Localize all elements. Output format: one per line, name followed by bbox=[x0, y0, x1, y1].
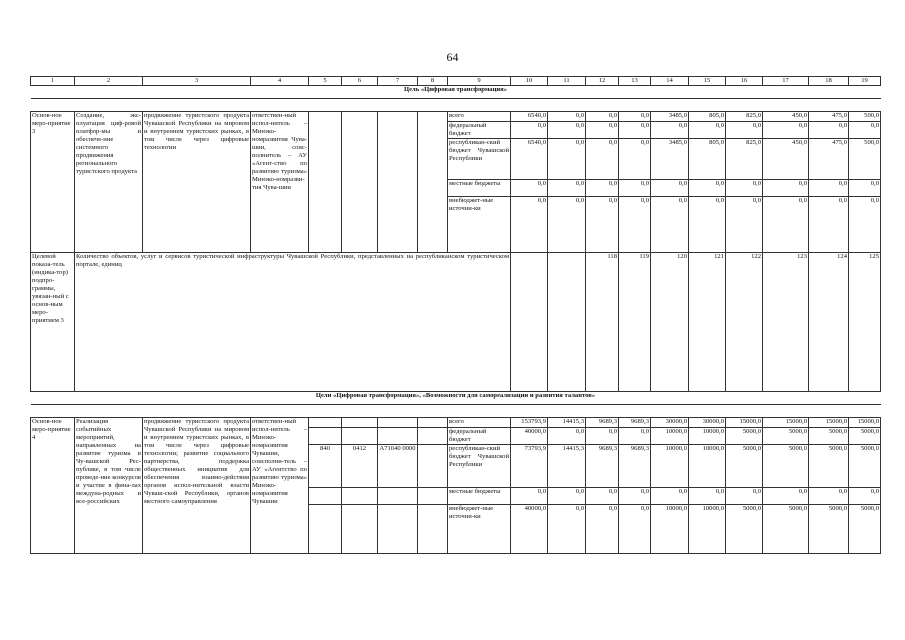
funding-amount: 153793,9 bbox=[511, 418, 548, 428]
funding-amount: 10000,0 bbox=[689, 428, 726, 445]
funding-amount: 0,0 bbox=[689, 197, 726, 253]
code-cell-vr bbox=[418, 112, 448, 253]
funding-amount: 0,0 bbox=[586, 505, 619, 554]
funding-amount: 450,0 bbox=[763, 139, 809, 180]
funding-amount: 0,0 bbox=[548, 122, 586, 139]
funding-amount: 0,0 bbox=[651, 180, 689, 197]
funding-amount: 5000,0 bbox=[726, 428, 763, 445]
funding-amount: 0,0 bbox=[548, 112, 586, 122]
funding-amount: 0,0 bbox=[511, 122, 548, 139]
activity-goal: продвижение туристского продукта Чувашской Республики на мировом и внутреннем туристских рынках, в том числе через цифровые технологии bbox=[143, 112, 251, 253]
funding-source: всего bbox=[448, 418, 511, 428]
code-grbs bbox=[309, 488, 342, 505]
column-number: 14 bbox=[651, 77, 689, 86]
funding-amount: 0,0 bbox=[586, 139, 619, 180]
funding-amount: 5000,0 bbox=[726, 445, 763, 488]
section-title-row bbox=[31, 392, 881, 405]
funding-amount: 0,0 bbox=[548, 488, 586, 505]
code-csr bbox=[378, 505, 418, 554]
funding-amount: 0,0 bbox=[619, 428, 651, 445]
funding-amount: 3485,0 bbox=[651, 139, 689, 180]
funding-source: местные бюджеты bbox=[448, 180, 511, 197]
funding-amount: 0,0 bbox=[809, 180, 849, 197]
code-grbs bbox=[309, 418, 342, 428]
funding-source: местные бюджеты bbox=[448, 488, 511, 505]
funding-amount: 0,0 bbox=[586, 122, 619, 139]
funding-amount: 500,0 bbox=[849, 139, 881, 180]
funding-amount: 450,0 bbox=[763, 112, 809, 122]
code-cell-grbs bbox=[309, 112, 342, 253]
funding-amount: 0,0 bbox=[586, 180, 619, 197]
funding-amount: 5000,0 bbox=[809, 445, 849, 488]
column-number: 9 bbox=[448, 77, 511, 86]
funding-amount: 0,0 bbox=[619, 112, 651, 122]
funding-amount: 0,0 bbox=[849, 197, 881, 253]
column-number: 18 bbox=[809, 77, 849, 86]
code-rzpr bbox=[342, 505, 378, 554]
funding-amount: 0,0 bbox=[548, 180, 586, 197]
funding-amount: 3485,0 bbox=[651, 112, 689, 122]
funding-amount: 825,0 bbox=[726, 139, 763, 180]
funding-amount: 0,0 bbox=[548, 428, 586, 445]
column-number: 8 bbox=[418, 77, 448, 86]
page-number: 64 bbox=[446, 50, 459, 64]
funding-amount: 15000,0 bbox=[849, 418, 881, 428]
funding-source: федеральный бюджет bbox=[448, 122, 511, 139]
indicator-value: 122 bbox=[726, 253, 763, 392]
section-title: Цели «Цифровая трансформация», «Возможности для самореализации и развития талантов» bbox=[31, 392, 881, 405]
funding-amount: 5000,0 bbox=[763, 445, 809, 488]
column-number: 2 bbox=[75, 77, 143, 86]
funding-amount: 5000,0 bbox=[763, 505, 809, 554]
funding-amount: 0,0 bbox=[511, 180, 548, 197]
funding-amount: 0,0 bbox=[689, 122, 726, 139]
section-title: Цель «Цифровая трансформация» bbox=[31, 86, 881, 99]
funding-amount: 5000,0 bbox=[726, 505, 763, 554]
indicator-value: 119 bbox=[619, 253, 651, 392]
code-csr bbox=[378, 428, 418, 445]
funding-amount: 15000,0 bbox=[726, 418, 763, 428]
funding-amount: 73793,9 bbox=[511, 445, 548, 488]
funding-amount: 0,0 bbox=[809, 488, 849, 505]
funding-amount: 0,0 bbox=[619, 505, 651, 554]
funding-amount: 0,0 bbox=[511, 197, 548, 253]
funding-amount: 0,0 bbox=[726, 197, 763, 253]
funding-source: республикан-ский бюджет Чувашской Республики bbox=[448, 139, 511, 180]
code-vr bbox=[418, 445, 448, 488]
funding-amount: 10000,0 bbox=[689, 505, 726, 554]
funding-amount: 9689,3 bbox=[586, 418, 619, 428]
column-number: 5 bbox=[309, 77, 342, 86]
indicator-label: Целевой показа-тель (индика-тор) подпро-граммы, увязан-ный с основ-ным меро-приятием 3 bbox=[31, 253, 75, 392]
code-grbs bbox=[309, 505, 342, 554]
code-grbs: 840 bbox=[309, 445, 342, 488]
budget-table bbox=[30, 76, 881, 554]
funding-amount: 0,0 bbox=[586, 488, 619, 505]
column-number: 16 bbox=[726, 77, 763, 86]
column-number: 6 bbox=[342, 77, 378, 86]
funding-amount: 14415,3 bbox=[548, 418, 586, 428]
funding-amount: 6540,0 bbox=[511, 112, 548, 122]
funding-source: всего bbox=[448, 112, 511, 122]
code-csr: А71040 0000 bbox=[378, 445, 418, 488]
funding-amount: 15000,0 bbox=[809, 418, 849, 428]
funding-amount: 5000,0 bbox=[809, 505, 849, 554]
column-number: 13 bbox=[619, 77, 651, 86]
column-number: 17 bbox=[763, 77, 809, 86]
funding-amount: 0,0 bbox=[726, 122, 763, 139]
indicator-empty bbox=[548, 253, 586, 392]
funding-amount: 0,0 bbox=[548, 197, 586, 253]
funding-amount: 0,0 bbox=[763, 122, 809, 139]
funding-amount: 0,0 bbox=[726, 180, 763, 197]
activity-label: Основ-ное меро-приятие 3 bbox=[31, 112, 75, 253]
finance-row bbox=[31, 418, 881, 428]
indicator-text: Количество объектов, услуг и сервисов туристической инфраструктуры Чувашской Республики, представленных на республиканском туристическом портале, единиц bbox=[75, 253, 511, 392]
funding-amount: 0,0 bbox=[689, 180, 726, 197]
section-title-row bbox=[31, 86, 881, 99]
column-number: 7 bbox=[378, 77, 418, 86]
funding-amount: 0,0 bbox=[619, 139, 651, 180]
funding-amount: 5000,0 bbox=[763, 428, 809, 445]
funding-amount: 6540,0 bbox=[511, 139, 548, 180]
funding-amount: 0,0 bbox=[548, 505, 586, 554]
spacer bbox=[31, 99, 881, 112]
funding-amount: 0,0 bbox=[689, 488, 726, 505]
funding-amount: 0,0 bbox=[763, 180, 809, 197]
funding-amount: 30000,0 bbox=[651, 418, 689, 428]
funding-amount: 0,0 bbox=[849, 488, 881, 505]
funding-amount: 0,0 bbox=[849, 180, 881, 197]
activity-label: Основ-ное меро-приятие 4 bbox=[31, 418, 75, 554]
funding-amount: 0,0 bbox=[586, 197, 619, 253]
indicator-value: 124 bbox=[809, 253, 849, 392]
funding-amount: 0,0 bbox=[651, 197, 689, 253]
funding-amount: 0,0 bbox=[586, 112, 619, 122]
funding-amount: 40000,0 bbox=[511, 428, 548, 445]
funding-amount: 0,0 bbox=[763, 488, 809, 505]
column-number: 15 bbox=[689, 77, 726, 86]
funding-amount: 475,0 bbox=[809, 112, 849, 122]
funding-amount: 0,0 bbox=[619, 488, 651, 505]
funding-amount: 805,0 bbox=[689, 139, 726, 180]
funding-amount: 15000,0 bbox=[763, 418, 809, 428]
funding-source: внебюджет-ные источни-ки bbox=[448, 505, 511, 554]
indicator-value: 125 bbox=[849, 253, 881, 392]
funding-amount: 9689,3 bbox=[619, 418, 651, 428]
column-number: 1 bbox=[31, 77, 75, 86]
funding-amount: 10000,0 bbox=[651, 428, 689, 445]
funding-source: внебюджет-ные источни-ки bbox=[448, 197, 511, 253]
funding-amount: 5000,0 bbox=[849, 445, 881, 488]
funding-amount: 9689,3 bbox=[619, 445, 651, 488]
code-vr bbox=[418, 505, 448, 554]
code-cell-csr bbox=[378, 112, 418, 253]
column-number: 12 bbox=[586, 77, 619, 86]
funding-amount: 0,0 bbox=[619, 122, 651, 139]
column-number: 10 bbox=[511, 77, 548, 86]
finance-row bbox=[31, 112, 881, 122]
activity-goal: продвижение туристского продукта Чувашской Республики на мировом и внутреннем туристских рынках, в том числе через цифровые технологии; развитие социального партнерства, поддержка общественных инициатив для обеспечения взаимо-действия органов испол-нительной власти Чуваш-ской Республики, органов местного самоуправления bbox=[143, 418, 251, 554]
funding-amount: 0,0 bbox=[619, 197, 651, 253]
code-grbs bbox=[309, 428, 342, 445]
activity-name: Создание, экс-плуатация циф-ровой платфор-мы и обеспече-ние системного продвижения регионального туристского продукта bbox=[75, 112, 143, 253]
indicator-value: 123 bbox=[763, 253, 809, 392]
funding-amount: 0,0 bbox=[849, 122, 881, 139]
spacer-row bbox=[31, 405, 881, 418]
code-csr bbox=[378, 488, 418, 505]
activity-name: Реализация событийных мероприятий, направленных на развитие туризма в Чу-вашской Рес-публике, в том числе проведе-ние конкурсов и участие в фина-лах междуна-родных и все-российских bbox=[75, 418, 143, 554]
funding-amount: 0,0 bbox=[619, 180, 651, 197]
indicator-value: 120 bbox=[651, 253, 689, 392]
code-csr bbox=[378, 418, 418, 428]
column-number: 19 bbox=[849, 77, 881, 86]
funding-amount: 0,0 bbox=[511, 488, 548, 505]
code-vr bbox=[418, 428, 448, 445]
column-number: 4 bbox=[251, 77, 309, 86]
responsible-executor: ответствен-ный испол-нитель – Минэко-номразвития Чува-шии, соис-полнитель – АУ «Агент-ство по развитию туризма» Минэко-номразви-тия Чува-шии bbox=[251, 112, 309, 253]
code-rzpr bbox=[342, 428, 378, 445]
funding-amount: 14415,3 bbox=[548, 445, 586, 488]
funding-amount: 10000,0 bbox=[689, 445, 726, 488]
funding-amount: 10000,0 bbox=[651, 505, 689, 554]
responsible-executor: ответствен-ный испол-нитель – Минэко-номразвития Чувашии, соисполни-тель – АУ «Агентство по развитию туризма» Минэко-номразвития Чувашии bbox=[251, 418, 309, 554]
code-vr bbox=[418, 418, 448, 428]
funding-amount: 10000,0 bbox=[651, 445, 689, 488]
funding-amount: 0,0 bbox=[651, 122, 689, 139]
indicator-row bbox=[31, 253, 881, 392]
funding-amount: 475,0 bbox=[809, 139, 849, 180]
code-rzpr bbox=[342, 488, 378, 505]
spacer bbox=[31, 405, 881, 418]
spacer-row bbox=[31, 99, 881, 112]
funding-amount: 0,0 bbox=[809, 197, 849, 253]
funding-amount: 0,0 bbox=[763, 197, 809, 253]
indicator-value: 121 bbox=[689, 253, 726, 392]
funding-amount: 9689,3 bbox=[586, 445, 619, 488]
code-rzpr bbox=[342, 418, 378, 428]
funding-amount: 825,0 bbox=[726, 112, 763, 122]
funding-amount: 0,0 bbox=[726, 488, 763, 505]
header-row bbox=[31, 77, 881, 86]
funding-amount: 0,0 bbox=[651, 488, 689, 505]
column-number: 3 bbox=[143, 77, 251, 86]
funding-amount: 805,0 bbox=[689, 112, 726, 122]
funding-amount: 0,0 bbox=[586, 428, 619, 445]
code-cell-rzpr bbox=[342, 112, 378, 253]
funding-source: республикан-ский бюджет Чувашской Республики bbox=[448, 445, 511, 488]
code-rzpr: 0412 bbox=[342, 445, 378, 488]
indicator-empty bbox=[511, 253, 548, 392]
funding-amount: 5000,0 bbox=[809, 428, 849, 445]
indicator-value: 118 bbox=[586, 253, 619, 392]
funding-amount: 0,0 bbox=[548, 139, 586, 180]
funding-amount: 0,0 bbox=[809, 122, 849, 139]
funding-source: федеральный бюджет bbox=[448, 428, 511, 445]
funding-amount: 5000,0 bbox=[849, 505, 881, 554]
code-vr bbox=[418, 488, 448, 505]
funding-amount: 30000,0 bbox=[689, 418, 726, 428]
funding-amount: 40000,0 bbox=[511, 505, 548, 554]
funding-amount: 500,0 bbox=[849, 112, 881, 122]
funding-amount: 5000,0 bbox=[849, 428, 881, 445]
column-number: 11 bbox=[548, 77, 586, 86]
